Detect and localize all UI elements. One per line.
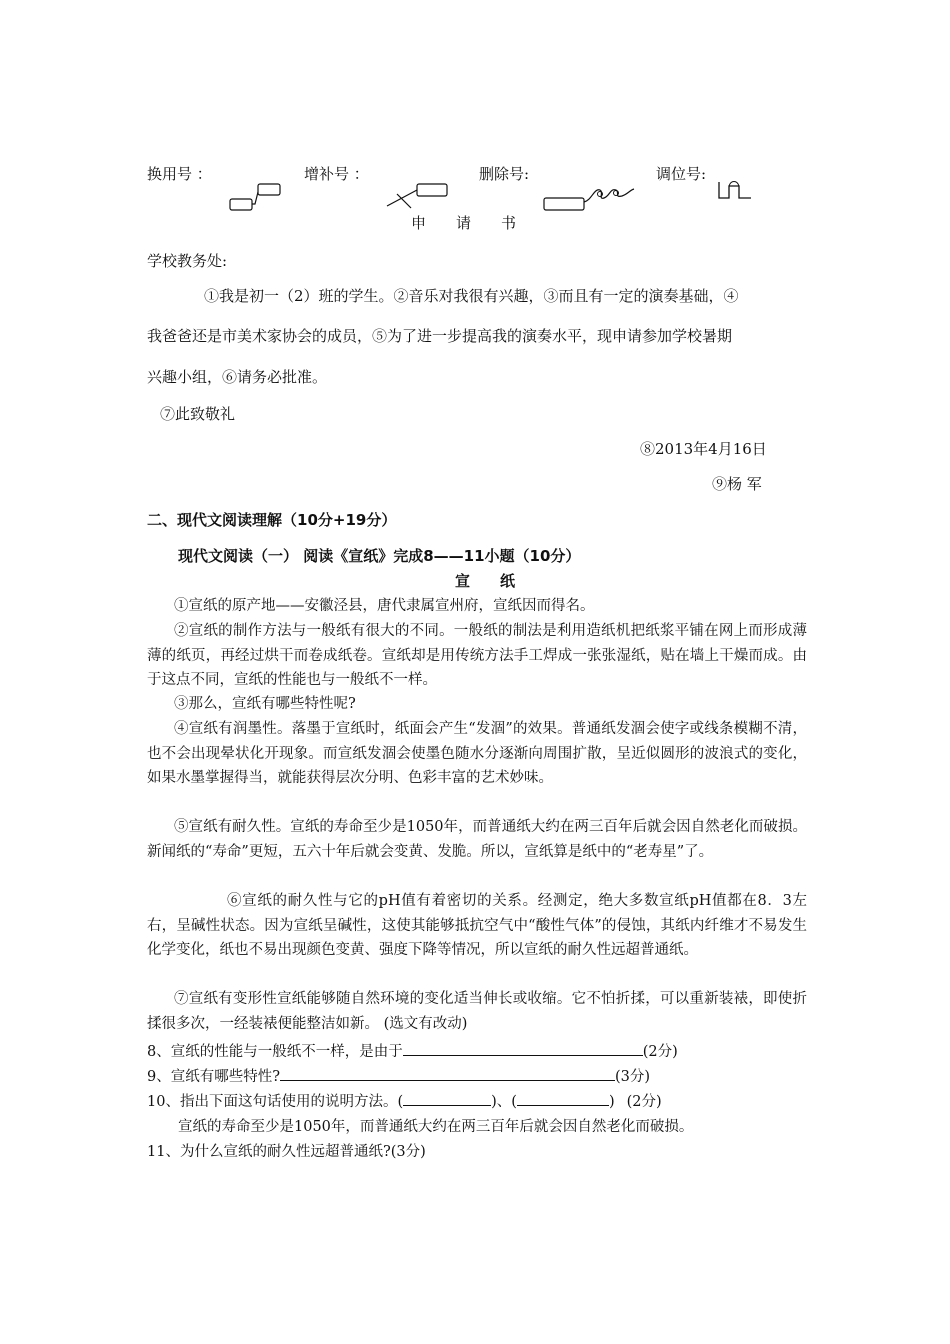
article-paragraph-4: ④宣纸有润墨性。落墨于宣纸时，纸面会产生“发涸”的效果。普通纸发涸会使字或线条模糊不清，也不会出现晕状化开现象。而宣纸发涸会使墨色随水分逐渐向周围扩散，呈近似圆形的波浪式的变化，如果水墨掌握得当，就能获得层次分明、色彩丰富的艺术妙味。 [147,721,807,786]
article-title: 宣 纸 [455,572,516,590]
question-10-quote: 宣纸的寿命至少是1050年，而普通纸大约在两三百年后就会因自然老化而破损。 [178,1119,694,1135]
article-paragraph-2: ②宣纸的制作方法与一般纸有很大的不同。一般纸的制法是利用造纸机把纸浆平铺在网上而形成薄薄的纸页，再经过烘干而卷成纸卷。宣纸却是用传统方法手工焊成一张张湿纸，贴在墙上干燥而成。由于这点不同，宣纸的性能也与一般纸不一样。 [147,623,807,688]
insert-mark-icon [385,180,455,210]
article-paragraph-6: ⑥宣纸的耐久性与它的pH值有着密切的关系。经测定，绝大多数宣纸pH值都在8．3左右，呈碱性状态。因为宣纸呈碱性，这使其能够抵抗空气中“酸性气体”的侵蚀，其纸内纤维才不易发生化学变化，纸也不易出现颜色变黄、强度下降等情况，所以宣纸的耐久性远超普通纸。 [147,893,807,958]
replace-mark-icon [228,180,283,212]
letter-closing: ⑦此致敬礼 [160,405,236,423]
letter-recipient: 学校教务处: [147,252,228,270]
mark-label-delete: 删除号: [479,165,530,183]
letter-body-line-2: 我爸爸还是市美术家协会的成员，⑤为了进一步提高我的演奏水平，现申请参加学校暑期 [147,327,733,345]
question-10-score: (2分) [626,1094,662,1110]
letter-body-line-1: ①我是初一（2）班的学生。②音乐对我很有兴趣，③而且有一定的演奏基础，④ [204,287,739,305]
paren-open-2: ( [511,1094,517,1110]
sub-heading: 现代文阅读（一） 阅读《宣纸》完成8——11小题（10分） [178,547,581,565]
article-paragraph-1: ①宣纸的原产地——安徽泾县，唐代隶属宣州府，宣纸因而得名。 [174,598,595,614]
letter-body-line-3: 兴趣小组，⑥请务必批准。 [147,368,328,386]
delete-mark-icon [542,180,637,214]
question-11: 11、为什么宣纸的耐久性远超普通纸?(3分) [147,1144,426,1160]
article-paragraph-3: ③那么，宣纸有哪些特性呢? [174,696,356,712]
question-8-score: (2分) [642,1044,678,1060]
letter-signature: ⑨杨 军 [712,475,762,493]
article-paragraph-7: ⑦宣纸有变形性宣纸能够随自然环境的变化适当伸长或收缩。它不怕折揉，可以重新装裱，即使折揉很多次，一经装裱便能整洁如新。 (选文有改动) [147,991,807,1032]
letter-date: ⑧2013年4月16日 [640,440,767,458]
question-10-text: 10、指出下面这句话使用的说明方法。 [147,1094,398,1110]
answer-blank-9[interactable] [280,1066,615,1081]
question-9 [147,1065,650,1086]
section-heading: 二、现代文阅读理解（10分+19分） [147,511,397,529]
paren-close-2: ) [608,1094,615,1110]
paren-open-1: ( [397,1094,404,1110]
transpose-mark-icon [717,178,757,204]
answer-blank-10a[interactable] [403,1091,491,1106]
question-8 [147,1040,678,1061]
answer-blank-8[interactable] [403,1041,643,1056]
mark-label-insert: 增补号 ： [304,165,369,183]
paren-close-1: ) [491,1094,497,1110]
mark-label-transpose: 调位号: [656,165,707,183]
question-9-score: (3分) [615,1069,651,1085]
answer-blank-10b[interactable] [517,1091,609,1106]
article-paragraph-5: ⑤宣纸有耐久性。宣纸的寿命至少是1050年，而普通纸大约在两三百年后就会因自然老化而破损。新闻纸的“寿命”更短，五六十年后就会变黄、发脆。所以，宣纸算是纸中的“老寿星”了。 [147,819,807,860]
question-10 [147,1090,662,1111]
mark-label-replace: 换用号 ： [147,165,212,183]
letter-title: 申 请 书 [411,214,517,232]
separator: 、 [496,1094,512,1110]
question-9-text: 9、宣纸有哪些特性? [147,1069,280,1085]
question-8-text: 8、宣纸的性能与一般纸不一样，是由于 [147,1044,403,1060]
